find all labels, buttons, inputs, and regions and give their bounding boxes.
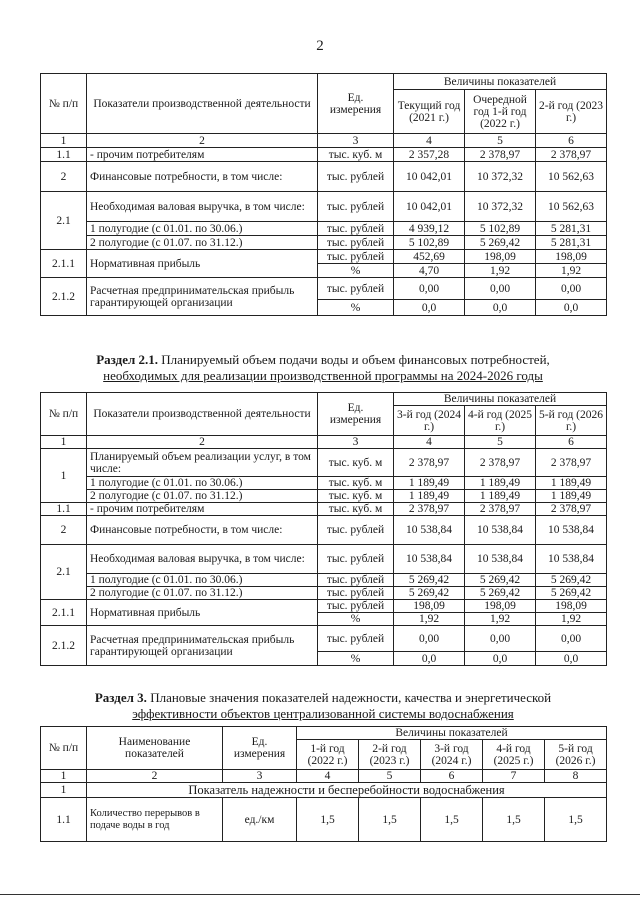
- row-value: 0,0: [536, 300, 607, 316]
- row-num: 2.1.2: [41, 626, 87, 666]
- row-name: 1 полугодие (с 01.01. по 30.06.): [87, 574, 318, 587]
- row-value: 2 378,97: [465, 449, 536, 477]
- row-unit: тыс. рублей: [318, 236, 394, 250]
- index-cell: 6: [536, 134, 607, 148]
- table-row: [41, 222, 607, 236]
- row-value: 1,5: [483, 798, 545, 842]
- index-cell: 4: [297, 770, 359, 783]
- row-unit: тыс. рублей: [318, 516, 394, 545]
- row-value: 1,92: [465, 264, 536, 278]
- index-cell: 5: [359, 770, 421, 783]
- table-row: [41, 587, 607, 600]
- row-value: 4,70: [394, 264, 465, 278]
- header-unit: Ед. измерения: [318, 74, 394, 134]
- row-value: 10 562,63: [536, 162, 607, 192]
- row-name: Необходимая валовая выручка, в том числе:: [87, 192, 318, 222]
- header-col-3: 3-й год (2024 г.): [421, 740, 483, 770]
- row-value: 1 189,49: [394, 477, 465, 490]
- header-col-2: 4-й год (2025 г.): [465, 406, 536, 436]
- row-num: 2.1.2: [41, 278, 87, 316]
- row-unit: тыс. рублей: [318, 162, 394, 192]
- row-value: 1,92: [465, 613, 536, 626]
- index-cell: 1: [41, 134, 87, 148]
- row-value: 198,09: [536, 250, 607, 264]
- row-value: 2 378,97: [536, 449, 607, 477]
- row-value: 0,00: [536, 626, 607, 652]
- row-value: 0,00: [394, 626, 465, 652]
- row-name: Нормативная прибыль: [87, 250, 318, 278]
- table-production-2024-2026: [40, 392, 607, 666]
- row-value: 0,00: [465, 626, 536, 652]
- row-value: 5 269,42: [394, 574, 465, 587]
- row-name: 1 полугодие (с 01.01. по 30.06.): [87, 477, 318, 490]
- row-value: 10 562,63: [536, 192, 607, 222]
- section-2-1-label: Раздел 2.1.: [96, 352, 159, 367]
- index-cell: 5: [465, 436, 536, 449]
- row-unit: тыс. рублей: [318, 278, 394, 300]
- header-col-2: 2-й год (2023 г.): [359, 740, 421, 770]
- row-num: 2.1.1: [41, 250, 87, 278]
- row-unit: тыс. куб. м: [318, 503, 394, 516]
- section-2-1-text-1: Планируемый объем подачи воды и объем финансовых потребностей,: [158, 352, 550, 367]
- header-unit: Ед. измерения: [318, 393, 394, 436]
- row-value: 0,0: [465, 652, 536, 666]
- row-name: Количество перерывов в подаче воды в год: [87, 798, 223, 842]
- row-name: 2 полугодие (с 01.07. по 31.12.): [87, 236, 318, 250]
- row-value: 1,5: [359, 798, 421, 842]
- header-num: № п/п: [41, 74, 87, 134]
- row-value: 0,00: [536, 278, 607, 300]
- row-value: 10 372,32: [465, 192, 536, 222]
- header-col-2: Очередной год 1-й год (2022 г.): [465, 90, 536, 134]
- index-row: [41, 770, 607, 783]
- row-value: 198,09: [394, 600, 465, 613]
- table-reliability-indicators: [40, 726, 607, 842]
- row-name: 1 полугодие (с 01.01. по 30.06.): [87, 222, 318, 236]
- header-name: Наименование показателей: [87, 727, 223, 770]
- table-row: [41, 250, 607, 264]
- index-cell: 2: [87, 436, 318, 449]
- row-value: 10 538,84: [394, 545, 465, 574]
- row-unit: тыс. куб. м: [318, 490, 394, 503]
- table-row: [41, 798, 607, 842]
- row-value: 0,00: [465, 278, 536, 300]
- section-2-1-text-2: необходимых для реализации производственной программы на 2024-2026 годы: [103, 368, 543, 383]
- index-cell: 1: [41, 436, 87, 449]
- row-name: Нормативная прибыль: [87, 600, 318, 626]
- table-row: [41, 148, 607, 162]
- row-value: 1,5: [421, 798, 483, 842]
- table-row: [41, 516, 607, 545]
- row-value: 0,00: [394, 278, 465, 300]
- header-col-3: 5-й год (2026 г.): [536, 406, 607, 436]
- row-unit: тыс. рублей: [318, 545, 394, 574]
- row-name: 2 полугодие (с 01.07. по 31.12.): [87, 587, 318, 600]
- row-unit: %: [318, 300, 394, 316]
- header-num: № п/п: [41, 393, 87, 436]
- table-row: [41, 192, 607, 222]
- row-value: 0,0: [465, 300, 536, 316]
- row-value: 0,0: [394, 300, 465, 316]
- row-value: 5 269,42: [465, 236, 536, 250]
- index-row: [41, 134, 607, 148]
- row-value: 10 538,84: [536, 516, 607, 545]
- row-value: 5 102,89: [465, 222, 536, 236]
- row-value: 198,09: [465, 600, 536, 613]
- row-value: 5 269,42: [465, 587, 536, 600]
- row-name: Необходимая валовая выручка, в том числе:: [87, 545, 318, 574]
- row-value: 5 269,42: [536, 587, 607, 600]
- row-unit: тыс. куб. м: [318, 148, 394, 162]
- index-cell: 4: [394, 134, 465, 148]
- row-value: 198,09: [536, 600, 607, 613]
- row-unit: ед./км: [223, 798, 297, 842]
- row-value: 2 378,97: [394, 503, 465, 516]
- row-value: 452,69: [394, 250, 465, 264]
- row-value: 2 378,97: [394, 449, 465, 477]
- row-value: 1 189,49: [465, 490, 536, 503]
- row-name: Расчетная предпринимательская прибыль гарантирующей организации: [87, 278, 318, 316]
- index-cell: 2: [87, 770, 223, 783]
- header-num: № п/п: [41, 727, 87, 770]
- row-unit: %: [318, 264, 394, 278]
- row-value: 1,92: [536, 613, 607, 626]
- table-row: [41, 600, 607, 613]
- row-value: 1 189,49: [465, 477, 536, 490]
- table-row: [41, 162, 607, 192]
- row-name: Финансовые потребности, в том числе:: [87, 516, 318, 545]
- header-unit: Ед. измерения: [223, 727, 297, 770]
- index-cell: 3: [318, 134, 394, 148]
- row-num: 1.1: [41, 148, 87, 162]
- row-value: 2 378,97: [465, 503, 536, 516]
- table-row: [41, 503, 607, 516]
- row-value: 10 538,84: [394, 516, 465, 545]
- row-value: 5 281,31: [536, 236, 607, 250]
- index-cell: 5: [465, 134, 536, 148]
- index-cell: 3: [318, 436, 394, 449]
- row-value: 4 939,12: [394, 222, 465, 236]
- row-value: 5 269,42: [465, 574, 536, 587]
- header-col-5: 5-й год (2026 г.): [545, 740, 607, 770]
- header-col-3: 2-й год (2023 г.): [536, 90, 607, 134]
- row-value: 2 357,28: [394, 148, 465, 162]
- table-row: [41, 477, 607, 490]
- group-title: Показатель надежности и бесперебойности водоснабжения: [87, 783, 607, 798]
- row-name: - прочим потребителям: [87, 148, 318, 162]
- section-2-1-heading: [40, 352, 606, 384]
- section-3-heading: [40, 690, 606, 722]
- row-unit: тыс. рублей: [318, 192, 394, 222]
- index-cell: 6: [536, 436, 607, 449]
- row-unit: тыс. рублей: [318, 250, 394, 264]
- row-unit: тыс. рублей: [318, 574, 394, 587]
- row-value: 5 269,42: [536, 574, 607, 587]
- table-row: [41, 574, 607, 587]
- section-3-label: Раздел 3.: [94, 690, 147, 705]
- row-name: 2 полугодие (с 01.07. по 31.12.): [87, 490, 318, 503]
- row-value: 10 538,84: [465, 545, 536, 574]
- row-value: 1,5: [297, 798, 359, 842]
- row-value: 2 378,97: [536, 503, 607, 516]
- row-unit: тыс. куб. м: [318, 449, 394, 477]
- row-unit: тыс. рублей: [318, 222, 394, 236]
- header-indicator: Показатели производственной деятельности: [87, 393, 318, 436]
- row-value: 10 372,32: [465, 162, 536, 192]
- table-row: [41, 626, 607, 652]
- header-col-1: 3-й год (2024 г.): [394, 406, 465, 436]
- index-cell: 2: [87, 134, 318, 148]
- row-num: 2.1: [41, 192, 87, 250]
- row-value: 1,92: [394, 613, 465, 626]
- index-cell: 7: [483, 770, 545, 783]
- header-values-group: Величины показателей: [297, 727, 607, 740]
- row-num: 2: [41, 162, 87, 192]
- row-value: 1 189,49: [536, 490, 607, 503]
- row-num: 2.1: [41, 545, 87, 600]
- row-value: 10 538,84: [465, 516, 536, 545]
- group-row: [41, 783, 607, 798]
- row-num: 2: [41, 516, 87, 545]
- group-num: 1: [41, 783, 87, 798]
- header-values-group: Величины показателей: [394, 393, 607, 406]
- row-unit: %: [318, 613, 394, 626]
- row-unit: тыс. рублей: [318, 587, 394, 600]
- row-value: 0,0: [394, 652, 465, 666]
- section-3-text-1: Плановые значения показателей надежности, качества и энергетической: [146, 690, 552, 705]
- row-num: 2.1.1: [41, 600, 87, 626]
- row-value: 5 281,31: [536, 222, 607, 236]
- row-value: 1,5: [545, 798, 607, 842]
- table-row: [41, 490, 607, 503]
- header-values-group: Величины показателей: [394, 74, 607, 90]
- index-cell: 4: [394, 436, 465, 449]
- header-col-4: 4-й год (2025 г.): [483, 740, 545, 770]
- table-production-2021-2023: [40, 73, 607, 316]
- row-num: 1.1: [41, 798, 87, 842]
- table-row: [41, 236, 607, 250]
- row-name: Финансовые потребности, в том числе:: [87, 162, 318, 192]
- table-row: [41, 449, 607, 477]
- row-name: - прочим потребителям: [87, 503, 318, 516]
- row-value: 1 189,49: [394, 490, 465, 503]
- row-value: 2 378,97: [465, 148, 536, 162]
- row-value: 10 538,84: [536, 545, 607, 574]
- row-value: 198,09: [465, 250, 536, 264]
- header-col-1: 1-й год (2022 г.): [297, 740, 359, 770]
- page-number: 2: [316, 38, 324, 54]
- row-value: 2 378,97: [536, 148, 607, 162]
- index-cell: 1: [41, 770, 87, 783]
- row-value: 5 102,89: [394, 236, 465, 250]
- index-cell: 8: [545, 770, 607, 783]
- row-value: 1 189,49: [536, 477, 607, 490]
- table-row: [41, 545, 607, 574]
- index-cell: 3: [223, 770, 297, 783]
- row-value: 10 042,01: [394, 192, 465, 222]
- table-row: [41, 278, 607, 300]
- row-unit: тыс. рублей: [318, 600, 394, 613]
- header-col-1: Текущий год (2021 г.): [394, 90, 465, 134]
- row-unit: %: [318, 652, 394, 666]
- row-unit: тыс. куб. м: [318, 477, 394, 490]
- row-num: 1: [41, 449, 87, 503]
- section-3-text-2: эффективности объектов централизованной системы водоснабжения: [132, 706, 514, 721]
- row-value: 1,92: [536, 264, 607, 278]
- row-num: 1.1: [41, 503, 87, 516]
- row-name: Расчетная предпринимательская прибыль гарантирующей организации: [87, 626, 318, 666]
- header-indicator: Показатели производственной деятельности: [87, 74, 318, 134]
- row-unit: тыс. рублей: [318, 626, 394, 652]
- row-value: 10 042,01: [394, 162, 465, 192]
- row-value: 0,0: [536, 652, 607, 666]
- row-value: 5 269,42: [394, 587, 465, 600]
- index-cell: 6: [421, 770, 483, 783]
- row-name: Планируемый объем реализации услуг, в том числе:: [87, 449, 318, 477]
- index-row: [41, 436, 607, 449]
- page-bottom-rule: [0, 894, 640, 895]
